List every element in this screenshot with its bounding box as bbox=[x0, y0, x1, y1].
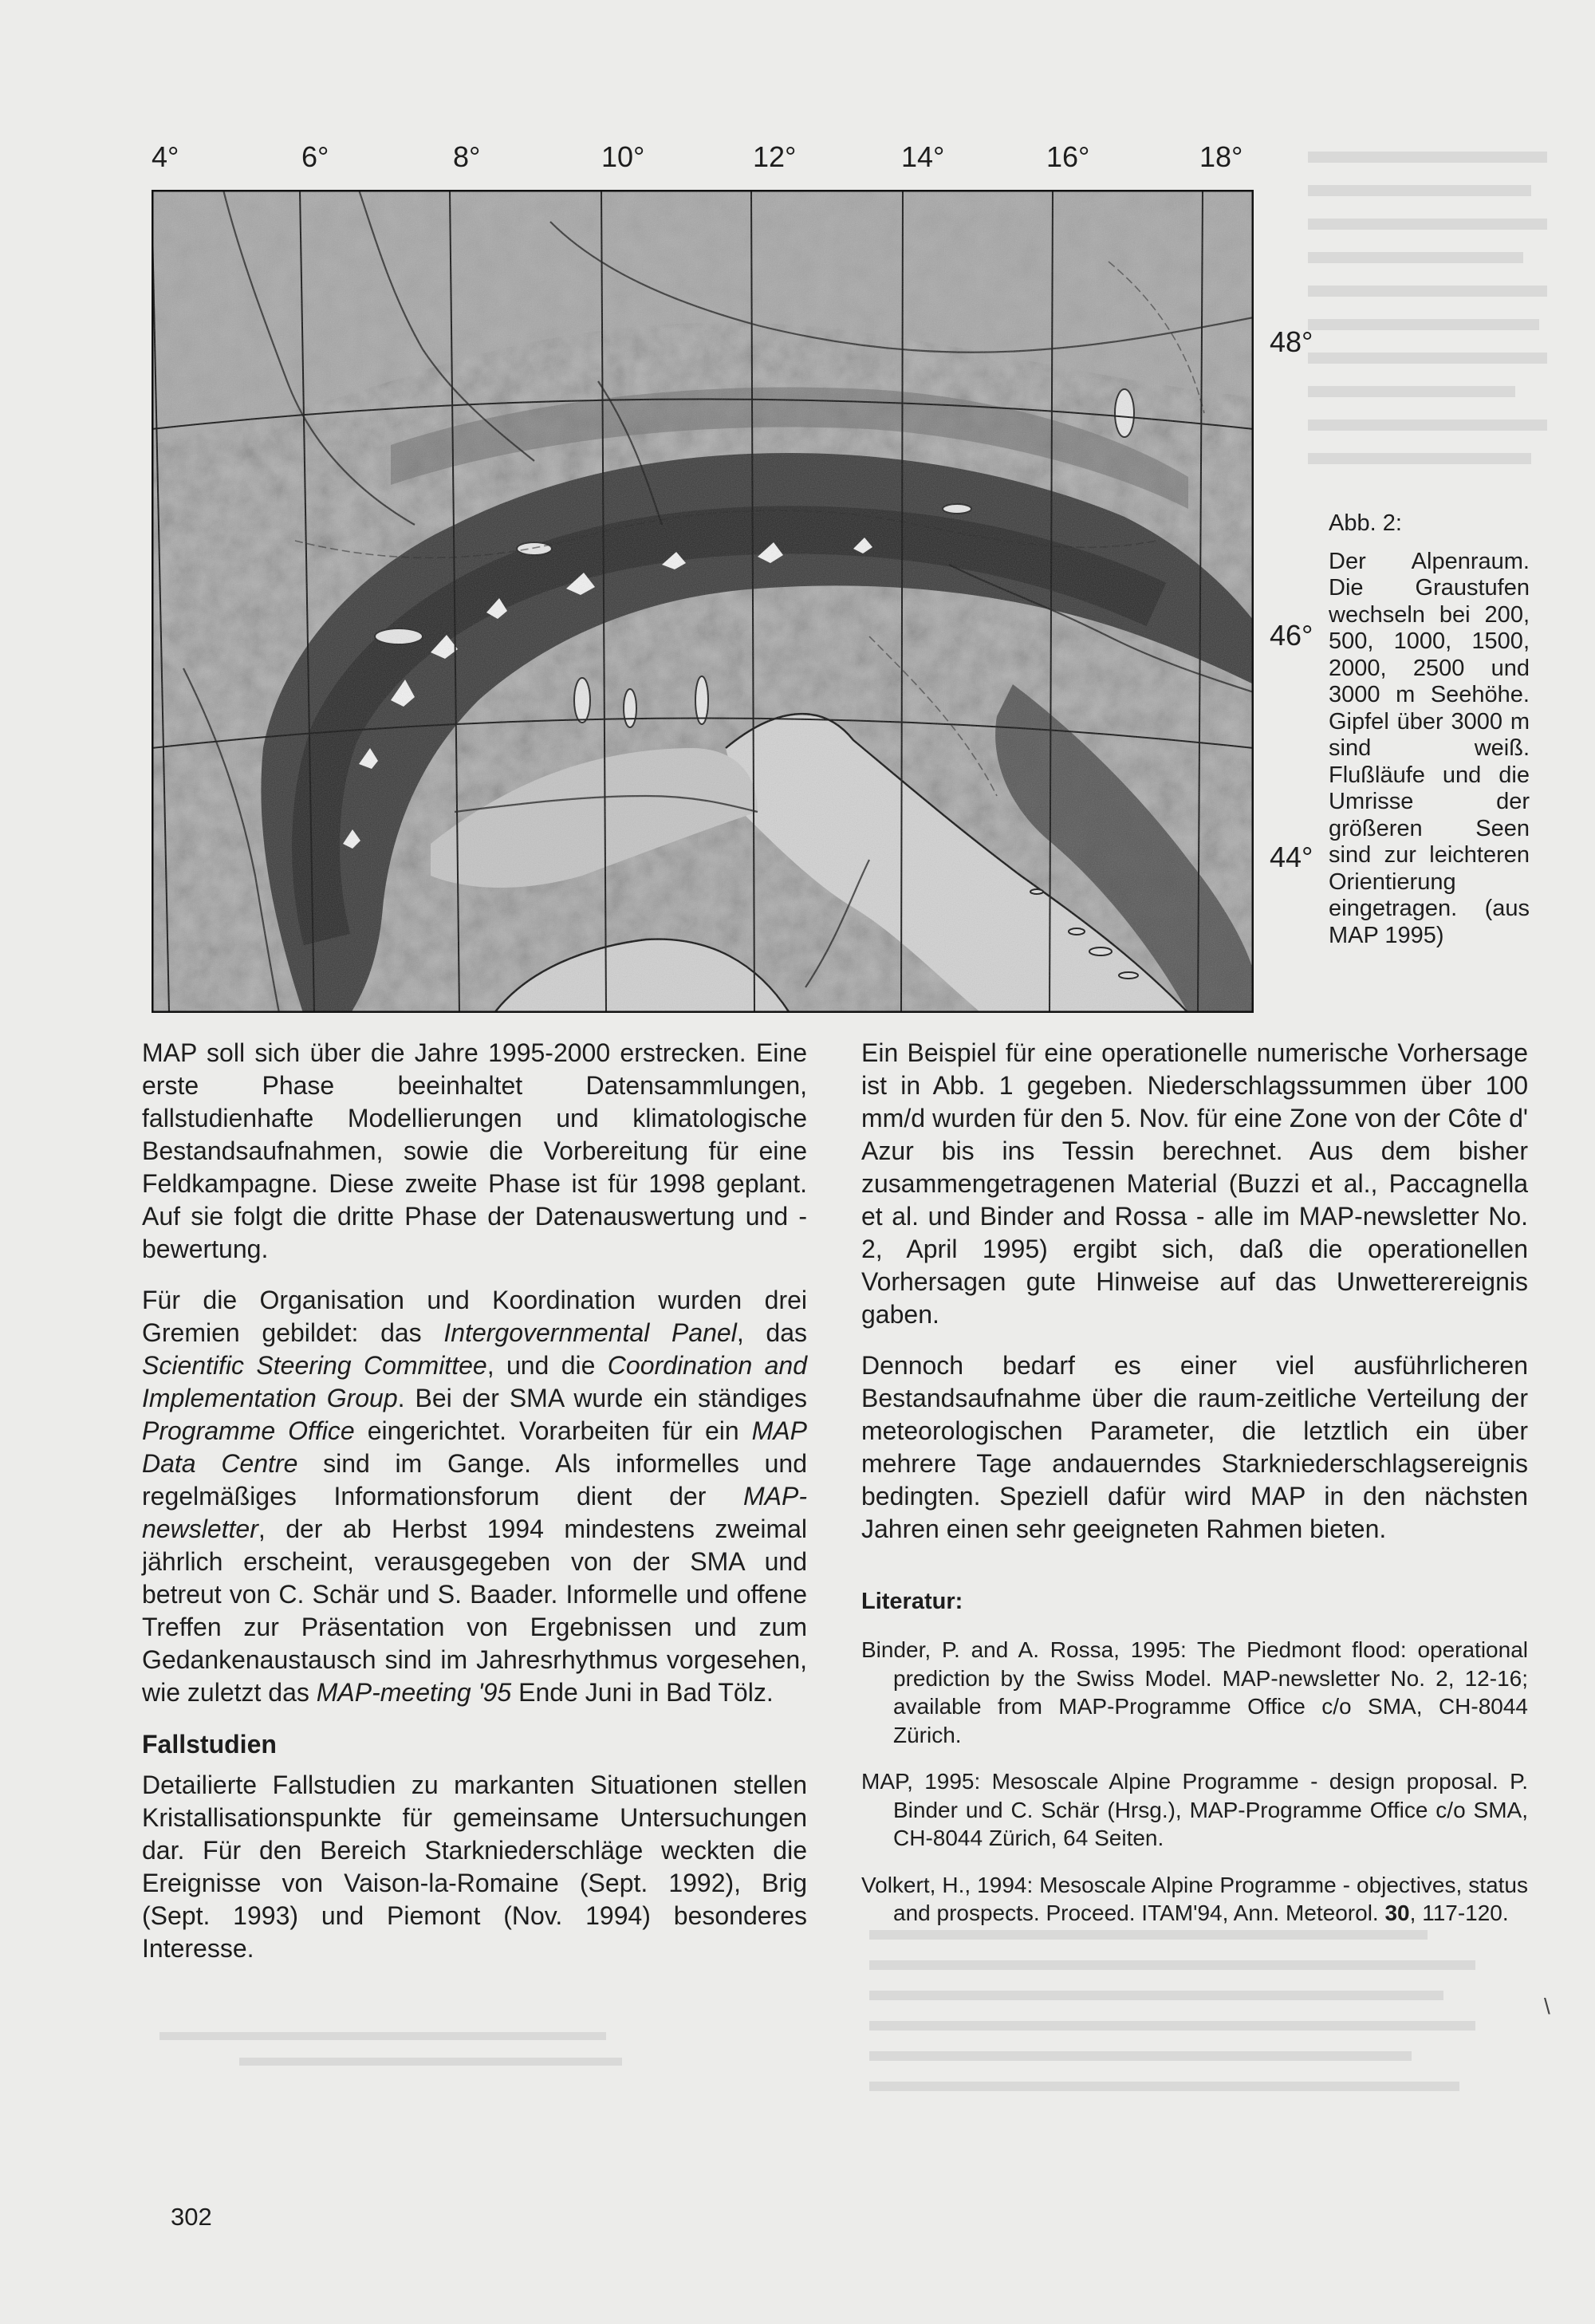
latitude-label: 44° bbox=[1270, 841, 1313, 873]
latitude-label: 48° bbox=[1270, 325, 1313, 358]
reference-list bbox=[861, 1636, 1528, 1928]
caption-title: Abb. 2: bbox=[1329, 510, 1402, 536]
paragraph: Detailierte Fallstudien zu markanten Situationen stellen Kristallisationspunkte für gemeinsame Untersuchungen dar. Für den Bereich Starkniederschläge weckten die Ereignisse von Vaison-la-Romaine (Sept. 1992), Brig (Sept. 1993) und Piemont (Nov. 1994) besonderes Interesse. bbox=[142, 1771, 807, 1963]
paragraph: Für die Organisation und Koordination wurden drei Gremien gebildet: das Intergovernmental Panel, das Scientific Steering Committee, und die Coordination and Implementation Group. Bei der SMA wurde ein ständiges Programme Office eingerichtet. Vorarbeiten für ein MAP Data Centre sind im Gange. Als informelles und regelmäßiges Informationsforum dient der MAP-newsletter, der ab Herbst 1994 mindestens zweimal jährlich erscheint, verausgegeben von der SMA und betreut von C. Schär und S. Baader. Informelle und offene Treffen zur Präsentation von Ergebnissen und zum Gedankenaustausch sind im Jahresrhythmus vorgesehen, wie zuletzt das MAP-meeting '95 Ende Juni in Bad Tölz. bbox=[142, 1286, 808, 1707]
latitude-label: 46° bbox=[1270, 619, 1313, 652]
paragraph: MAP soll sich über die Jahre 1995-2000 erstrecken. Eine erste Phase beeinhaltet Datensammlungen, fallstudienhafte Modellierungen und klimatologische Bestandsaufnahmen, sowie die Vorbereitung für eine Feldkampagne. Diese zweite Phase ist für 1998 geplant. Auf sie folgt die dritte Phase der Datenauswertung und -bewertung. bbox=[142, 1038, 807, 1263]
margin-mark: \ bbox=[1544, 1994, 1550, 2019]
longitude-label: 12° bbox=[753, 140, 797, 173]
literature-heading: Literatur: bbox=[861, 1589, 963, 1614]
longitude-label: 14° bbox=[901, 140, 945, 173]
left-column bbox=[142, 1037, 807, 1965]
longitude-label: 18° bbox=[1199, 140, 1243, 173]
section-heading: Fallstudien bbox=[142, 1730, 277, 1759]
longitude-label: 8° bbox=[453, 140, 481, 173]
reference-item: Binder, P. and A. Rossa, 1995: The Piedmont flood: operational prediction by the Swiss Model. MAP-newsletter No. 2, 12-16; available from MAP-Programme Office c/o SMA, CH-8044 Zürich. bbox=[861, 1637, 1528, 1747]
longitude-label: 6° bbox=[301, 140, 329, 173]
right-column bbox=[861, 1037, 1528, 1928]
page-number: 302 bbox=[171, 2203, 212, 2231]
caption-text: Der Alpenraum. Die Graustufen wechseln bei 200, 500, 1000, 1500, 2000, 2500 und 3000 m Seehöhe. Gipfel über 3000 m sind weiß. Flußläufe und die Umrisse der größeren Seen sind zur leichteren Orientierung eingetragen. (aus MAP 1995) bbox=[1329, 548, 1530, 948]
figure-caption bbox=[1329, 510, 1530, 949]
longitude-label: 10° bbox=[601, 140, 645, 173]
paragraph: Dennoch bedarf es einer viel ausführlicheren Bestandsaufnahme über die raum-zeitliche Verteilung der meteorologischen Parameter, die letztlich ein über mehrere Tage andauerndes Starkniederschlagsereignis bedingten. Speziell dafür wird MAP in den nächsten Jahren einen sehr geeigneten Rahmen bieten. bbox=[861, 1351, 1528, 1543]
longitude-label: 4° bbox=[152, 140, 179, 173]
longitude-label: 16° bbox=[1046, 140, 1090, 173]
paragraph: Ein Beispiel für eine operationelle numerische Vorhersage ist in Abb. 1 gegeben. Niederschlagssummen über 100 mm/d wurden für den 5. Nov. für eine Zone von der Côte d' Azur bis ins Tessin berechnet. Aus dem bisher zusammengetragenen Material (Buzzi et al., Paccagnella et al. und Binder and Rossa - alle im MAP-newsletter No. 2, April 1995) ergibt sich, daß die operationellen Vorhersagen gute Hinweise auf das Unwetterereignis gaben. bbox=[861, 1038, 1528, 1329]
alpine-relief-map bbox=[152, 190, 1254, 1013]
reference-item: Volkert, H., 1994: Mesoscale Alpine Programme - objectives, status and prospects. Proceed. ITAM'94, Ann. Meteorol. 30, 117-120. bbox=[861, 1872, 1528, 1925]
reference-item: MAP, 1995: Mesoscale Alpine Programme - design proposal. P. Binder und C. Schär (Hrsg.), MAP-Programme Office c/o SMA, CH-8044 Zürich, 64 Seiten. bbox=[861, 1769, 1528, 1850]
